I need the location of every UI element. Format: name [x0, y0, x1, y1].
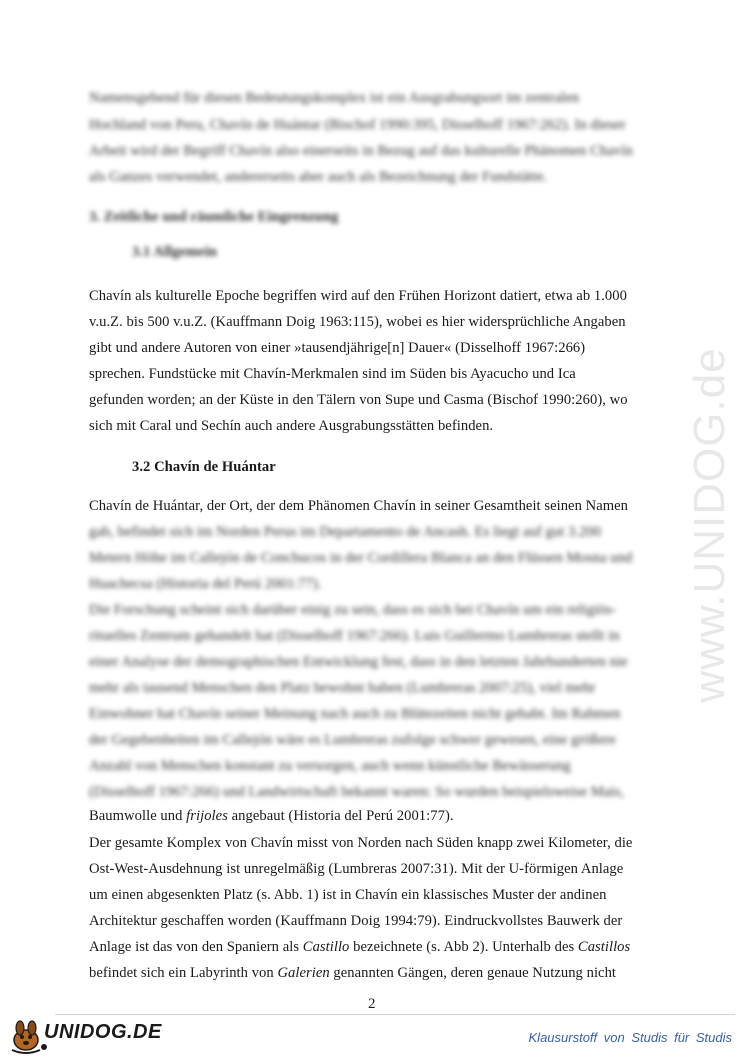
footer-divider — [55, 1014, 735, 1015]
intro-line: Arbeit wird der Begriff Chavín also einerseits in Bezug auf das kulturelle Phänomen Chavín — [89, 143, 633, 159]
paragraph-line — [89, 963, 616, 983]
paragraph-line: v.u.Z. bis 500 v.u.Z. (Kauffmann Doig 1963:115), wobei es hier widersprüchliche Angaben — [89, 314, 626, 330]
italic-term: Castillos — [577, 939, 631, 955]
paragraph-line: gibt und andere Autoren von einer »tausendjährige[n] Dauer« (Disselhoff 1967:266) — [89, 340, 586, 356]
blurred-line: Metern Höhe im Callejón de Conchucos in der Cordillera Blanca an den Flüssen Mosna und — [89, 550, 633, 566]
page-number: 2 — [368, 996, 376, 1012]
intro-line: Namensgebend für diesen Bedeutungskomplex ist ein Ausgrabungsort im zentralen — [89, 90, 580, 106]
text-run: bezeichnete (s. Abb 2). Unterhalb des — [349, 939, 578, 955]
section-3-1-heading: 3.1 Allgemein — [132, 244, 217, 260]
section-3-2-heading: 3.2 Chavín de Huántar — [132, 459, 276, 475]
italic-term: Galerien — [277, 965, 330, 981]
text-run: befindet sich ein Labyrinth von — [89, 965, 278, 981]
blurred-line: einer Analyse der demographischen Entwicklung fest, dass in den letzten Jahrhunderten nie — [89, 654, 628, 670]
paragraph-line — [89, 806, 454, 826]
paragraph-line: Architektur geschaffen worden (Kauffmann Doig 1994:79). Eindruckvollstes Bauwerk der — [89, 913, 623, 929]
blurred-line: gab, befindet sich im Norden Perus im Departamento de Ancash. Es liegt auf gut 3.200 — [89, 524, 602, 540]
text-run: angebaut (Historia del Perú 2001:77). — [227, 808, 454, 824]
text-run: Baumwolle und — [89, 808, 187, 824]
blurred-line: rituelles Zentrum gehandelt hat (Disselhoff 1967:266). Luis Guillermo Lumbreras stellt in — [89, 628, 620, 644]
paragraph-line: Chavín als kulturelle Epoche begriffen wird auf den Frühen Horizont datiert, etwa ab 1.000 — [89, 288, 627, 304]
text-run: Anlage ist das von den Spaniern als — [89, 939, 303, 955]
watermark: www.UNIDOG.de — [685, 347, 734, 703]
paragraph-line: sprechen. Fundstücke mit Chavín-Merkmalen sind im Süden bis Ayacucho und Ica — [89, 366, 576, 382]
blurred-line: der Gegebenheiten im Callejón wäre es Lumbreras zufolge schwer gewesen, eine größere — [89, 732, 616, 748]
blurred-line: mehr als tausend Menschen den Platz bewohnt haben (Lumbreras 2007:25), viel mehr — [89, 680, 596, 696]
text-run: genannten Gängen, deren genaue Nutzung nicht — [329, 965, 617, 981]
footer-claim: Klausurstoff von Studis für Studis — [528, 1030, 732, 1045]
paragraph-line: Ost-West-Ausdehnung ist unregelmäßig (Lumbreras 2007:31). Mit der U-förmigen Anlage — [89, 861, 624, 877]
paragraph-line: sich mit Caral und Sechín auch andere Ausgrabungsstätten befinden. — [89, 418, 494, 434]
blurred-line: Huachecsa (Historia del Perú 2001:77). — [89, 576, 322, 592]
paragraph-line — [89, 937, 630, 957]
blurred-line: (Disselhoff 1967:266) und Landwirtschaft bekannt waren: So wurden beispielsweise Mais, — [89, 784, 624, 800]
blurred-line: Die Forschung scheint sich darüber einig zu sein, dass es sich bei Chavín um ein religiös- — [89, 602, 617, 618]
paragraph-line: Der gesamte Komplex von Chavín misst von Norden nach Süden knapp zwei Kilometer, die — [89, 835, 633, 851]
italic-term: Castillo — [302, 939, 350, 955]
paragraph-line: um einen abgesenkten Platz (s. Abb. 1) ist in Chavín ein klassisches Muster der andinen — [89, 887, 607, 903]
section-3-heading: 3. Zeitliche und räumliche Eingrenzung — [89, 209, 339, 225]
paragraph-line: Chavín de Huántar, der Ort, der dem Phänomen Chavín in seiner Gesamtheit seinen Namen — [89, 498, 629, 514]
logo-wordmark[interactable]: UNIDOG.DE — [44, 1021, 162, 1043]
blurred-line: Anzahl von Menschen konstant zu versorgen, auch wenn künstliche Bewässerung — [89, 758, 571, 774]
intro-line: Hochland von Peru, Chavín de Huántar (Bischof 1990:395, Disselhoff 1967:262). In dieser — [89, 117, 626, 133]
paragraph-line: gefunden worden; an der Küste in den Tälern von Supe und Casma (Bischof 1990:260), wo — [89, 392, 628, 408]
intro-line: als Ganzes verwendet, andererseits aber auch als Bezeichnung der Fundstätte. — [89, 169, 548, 185]
italic-term: frijoles — [186, 808, 228, 824]
blurred-line: Einwohner hat Chavín seiner Meinung nach auch zu Blütezeiten nicht gehabt. Im Rahmen — [89, 706, 621, 722]
